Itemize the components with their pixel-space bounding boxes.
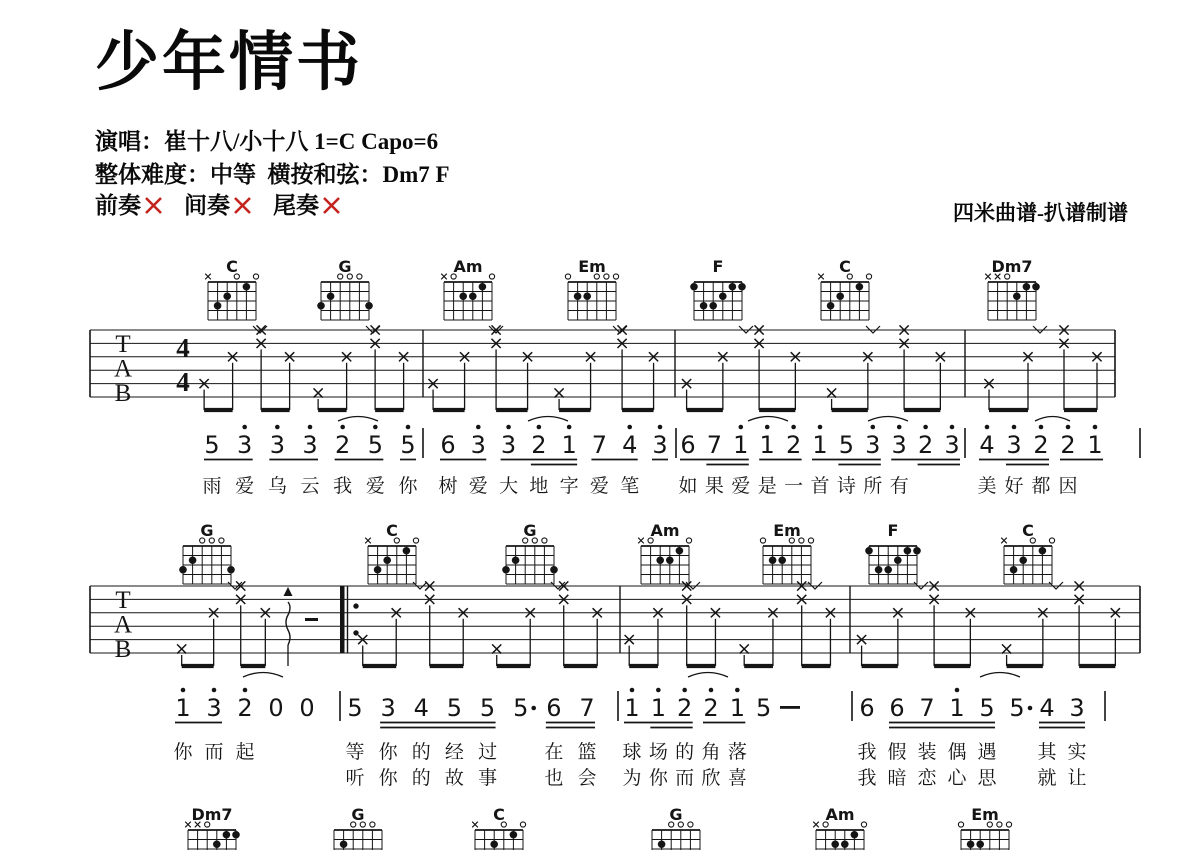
jianpu-note: 5	[204, 431, 220, 459]
chord-diagram-Dm7	[185, 805, 240, 850]
difficulty-line: 整体难度：中等 横按和弦：Dm7 F	[95, 162, 450, 187]
lyric-char: 思	[977, 767, 997, 789]
chord-diagram-C	[1001, 521, 1054, 584]
tab-staff-system-1	[90, 325, 1115, 421]
lyric-char: 为	[622, 767, 642, 789]
lyric-char: 果	[704, 475, 724, 497]
chord-diagram-Em	[760, 521, 813, 584]
intro-label: 前奏	[95, 193, 141, 218]
jianpu-note: 3	[1069, 694, 1085, 722]
chord-name: Em	[773, 521, 801, 540]
lyric-char: 雨	[202, 475, 222, 497]
jianpu-note: 1	[729, 694, 745, 722]
octave-dot	[923, 425, 928, 430]
lyric-char: 云	[300, 475, 320, 497]
chord-name: Em	[578, 257, 606, 276]
jianpu-note: 5	[979, 694, 995, 722]
jianpu-note: 7	[919, 694, 935, 722]
time-signature: 4	[176, 333, 190, 363]
tab-letter: B	[114, 380, 132, 407]
octave-dot	[1039, 425, 1044, 430]
octave-dot	[212, 688, 217, 693]
octave-dot	[406, 425, 411, 430]
octave-dot	[506, 425, 511, 430]
jianpu-note: 1	[1087, 431, 1103, 459]
jianpu-note: 2	[703, 694, 719, 722]
octave-dot	[537, 425, 542, 430]
octave-dot	[630, 688, 635, 693]
lyric-char: 其	[1037, 741, 1057, 763]
chord-diagram-G	[648, 805, 704, 850]
jianpu-note: 3	[865, 431, 881, 459]
jianpu-note: 5	[838, 431, 855, 459]
jianpu-line-2	[173, 688, 1105, 789]
lyric-char: 场	[648, 741, 668, 763]
lyric-char: 喜	[727, 767, 747, 789]
lyric-char: 笔	[620, 475, 640, 497]
lyric-char: 的	[411, 741, 431, 763]
octave-dot	[950, 425, 955, 430]
octave-dot	[985, 425, 990, 430]
dotted-note-dot	[531, 706, 536, 711]
lyric-char: 首	[810, 475, 830, 497]
jianpu-note: 2	[237, 694, 253, 722]
lyric-char: 暗	[887, 767, 907, 789]
jianpu-note: 1	[733, 431, 749, 459]
lyric-char: 实	[1067, 741, 1087, 763]
lyric-char: 过	[478, 741, 498, 763]
lyric-char: 爱	[235, 475, 255, 497]
lyric-char: 落	[727, 741, 747, 763]
jianpu-note: 2	[1060, 431, 1076, 459]
lyric-char: 欣	[701, 767, 721, 789]
octave-dot	[897, 425, 902, 430]
jianpu-note: 5	[479, 694, 496, 722]
lyric-char: 听	[345, 767, 365, 789]
jianpu-note: 2	[531, 431, 547, 459]
lyric-char: 事	[478, 767, 498, 789]
octave-dot	[308, 425, 313, 430]
chord-name: G	[338, 257, 352, 276]
octave-dot	[181, 688, 186, 693]
chord-name: Am	[650, 521, 680, 540]
chord-name: Dm7	[991, 257, 1033, 276]
octave-dot	[955, 688, 960, 693]
watermark-credit: 四米曲谱-扒谱制谱	[953, 201, 1128, 225]
lyric-char: 我	[333, 475, 353, 497]
chord-name: G	[351, 805, 365, 824]
lyric-char: 大	[499, 475, 519, 497]
jianpu-note: 3	[302, 431, 318, 459]
lyric-char: 你	[378, 741, 398, 763]
lyric-char: 让	[1067, 767, 1087, 789]
jianpu-note: 6	[680, 431, 696, 459]
jianpu-note: 4	[1039, 694, 1055, 722]
chord-diagram-F	[690, 257, 746, 320]
chord-diagram-Am	[813, 805, 866, 850]
jianpu-note: 2	[335, 431, 351, 459]
jianpu-note: 1	[624, 694, 640, 722]
lyric-char: 好	[1004, 475, 1024, 497]
lyric-char: 字	[559, 475, 579, 497]
tab-letter: T	[115, 587, 131, 614]
lyric-char: 是	[757, 475, 777, 497]
jianpu-note: 5	[367, 431, 383, 459]
jianpu-note: 5	[756, 694, 772, 722]
jianpu-note: 7	[591, 431, 608, 459]
lyric-char: 心	[947, 767, 967, 789]
lyric-char: 也	[544, 767, 564, 789]
chord-name: C	[493, 805, 505, 824]
jianpu-note: 3	[652, 431, 668, 459]
octave-dot	[1093, 425, 1098, 430]
jianpu-note: 0	[299, 694, 315, 722]
octave-dot	[658, 425, 663, 430]
lyric-char: 树	[438, 475, 458, 497]
jianpu-note: 3	[500, 431, 517, 459]
octave-dot	[709, 688, 714, 693]
lyric-char: 你	[173, 741, 193, 763]
octave-dot	[791, 425, 796, 430]
jianpu-note: 5	[446, 694, 463, 722]
lyric-char: 你	[648, 767, 668, 789]
lyric-char: 假	[887, 741, 907, 763]
chord-diagram-Dm7	[985, 257, 1040, 320]
lyric-char: 爱	[468, 475, 488, 497]
interlude-label: 间奏	[184, 193, 230, 218]
jianpu-note: 3	[891, 431, 907, 459]
chord-diagram-Em	[958, 805, 1011, 850]
jianpu-note: 1	[561, 431, 577, 459]
chord-diagram-F	[865, 521, 921, 584]
lyric-char: 爱	[731, 475, 751, 497]
jianpu-note: 2	[917, 431, 934, 459]
chord-name: C	[1022, 521, 1034, 540]
jianpu-note: 6	[889, 694, 905, 722]
octave-dot	[735, 688, 740, 693]
chord-name: C	[386, 521, 398, 540]
lyric-char: 如	[678, 475, 698, 497]
jianpu-note: 5	[1009, 694, 1025, 722]
jianpu-note: 2	[677, 694, 693, 722]
octave-dot	[243, 688, 248, 693]
octave-dot	[871, 425, 876, 430]
chord-name: Am	[453, 257, 483, 276]
lyric-char: 有	[889, 475, 909, 497]
jianpu-note: 5	[513, 694, 529, 722]
chord-diagram-G	[502, 521, 558, 584]
jianpu-note: 3	[470, 431, 486, 459]
lyric-char: 爱	[589, 475, 609, 497]
lyric-char: 球	[622, 741, 642, 763]
octave-dot	[275, 425, 280, 430]
lyric-char: 偶	[947, 741, 967, 763]
jianpu-note: 3	[206, 694, 222, 722]
lyric-char: 我	[857, 767, 877, 789]
lyric-char: 都	[1031, 475, 1051, 497]
chord-name: G	[669, 805, 683, 824]
chord-name: F	[887, 521, 899, 540]
octave-dot	[765, 425, 770, 430]
lyric-char: 角	[701, 741, 721, 763]
lyric-char: 我	[857, 741, 877, 763]
lyric-char: 爱	[365, 475, 385, 497]
octave-dot	[1066, 425, 1071, 430]
jianpu-note: 0	[268, 694, 284, 722]
lyric-char: 的	[411, 767, 431, 789]
lyric-char: 的	[675, 741, 695, 763]
jianpu-note: 1	[949, 694, 965, 722]
lyric-char: 美	[977, 475, 997, 497]
artist-key-line: 演唱：崔十八/小十八 1=C Capo=6	[95, 129, 439, 154]
jianpu-note: 2	[1033, 431, 1049, 459]
lyric-char: 因	[1058, 475, 1078, 497]
jianpu-note: 4	[413, 694, 429, 722]
lyric-char: 恋	[917, 767, 937, 789]
octave-dot	[340, 425, 345, 430]
jianpu-note: 1	[759, 431, 775, 459]
lyric-char: 在	[544, 741, 564, 763]
jianpu-note: 5	[347, 694, 363, 722]
tab-letter: A	[113, 611, 133, 639]
lyric-char: 地	[529, 475, 549, 497]
chord-name: G	[523, 521, 537, 540]
jianpu-note: 4	[979, 431, 995, 459]
octave-dot	[242, 425, 247, 430]
octave-dot	[818, 425, 823, 430]
chord-name: F	[712, 257, 724, 276]
jianpu-note: 5	[400, 431, 416, 459]
octave-dot	[1012, 425, 1017, 430]
jianpu-note: 1	[812, 431, 828, 459]
chord-name: C	[839, 257, 851, 276]
lyric-char: 你	[378, 767, 398, 789]
octave-dot	[476, 425, 481, 430]
tab-letter: T	[115, 331, 131, 358]
time-signature: 4	[176, 367, 190, 397]
chord-diagram-C	[365, 521, 418, 584]
chord-diagram-G	[330, 805, 386, 850]
jianpu-note: 3	[1006, 431, 1022, 459]
lyric-char: 起	[235, 741, 255, 763]
lyric-char: 诗	[836, 475, 856, 497]
lyric-char: 篮	[577, 741, 597, 763]
octave-dot	[682, 688, 687, 693]
lyric-char: 故	[444, 767, 464, 789]
chord-name: G	[200, 521, 214, 540]
jianpu-note: 6	[859, 694, 875, 722]
lyric-char: 等	[345, 741, 365, 763]
jianpu-note: 6	[546, 694, 562, 722]
chord-name: C	[226, 257, 238, 276]
lyric-char: 乌	[267, 475, 287, 497]
page-title: 少年情书	[95, 27, 363, 98]
jianpu-note: 6	[440, 431, 456, 459]
lyric-char: 而	[675, 767, 695, 789]
tab-letter: B	[114, 636, 132, 663]
jianpu-note: 2	[785, 431, 802, 459]
dotted-note-dot	[1028, 706, 1033, 711]
octave-dot	[739, 425, 744, 430]
chord-name: Em	[971, 805, 999, 824]
chord-diagram-C	[205, 257, 258, 320]
jianpu-line-1	[202, 425, 1140, 497]
lyric-char: 会	[577, 767, 597, 789]
jianpu-note: 3	[944, 431, 960, 459]
octave-dot	[567, 425, 572, 430]
tab-letter: A	[113, 355, 133, 383]
jianpu-note: 3	[380, 694, 396, 722]
lyric-char: 而	[204, 741, 224, 763]
lyric-char: 一	[784, 475, 804, 497]
chord-name: Am	[825, 805, 855, 824]
lyric-char: 所	[863, 475, 883, 497]
chord-diagram-C	[818, 257, 871, 320]
outro-label: 尾奏	[273, 193, 319, 218]
jianpu-note: 7	[706, 431, 723, 459]
chord-diagram-Am	[638, 521, 691, 584]
chord-diagram-G	[179, 521, 235, 584]
octave-dot	[373, 425, 378, 430]
chord-diagram-C	[472, 805, 525, 850]
octave-dot	[627, 425, 632, 430]
lyric-char: 经	[444, 741, 464, 763]
chord-diagram-Em	[565, 257, 618, 320]
chord-name: Dm7	[191, 805, 233, 824]
tab-staff-system-2	[90, 581, 1140, 677]
octave-dot	[656, 688, 661, 693]
lyric-char: 遇	[977, 741, 997, 763]
chord-diagram-G	[317, 257, 373, 320]
jianpu-note: 3	[237, 431, 253, 459]
jianpu-note: 1	[175, 694, 191, 722]
chord-diagram-Am	[441, 257, 494, 320]
jianpu-note: 1	[650, 694, 666, 722]
lyric-char: 就	[1037, 767, 1057, 789]
jianpu-note: 7	[579, 694, 595, 722]
lyric-char: 装	[917, 741, 937, 763]
jianpu-note: 4	[622, 431, 638, 459]
lyric-char: 你	[398, 475, 418, 497]
held-note-dash	[780, 706, 800, 709]
jianpu-note: 3	[269, 431, 285, 459]
